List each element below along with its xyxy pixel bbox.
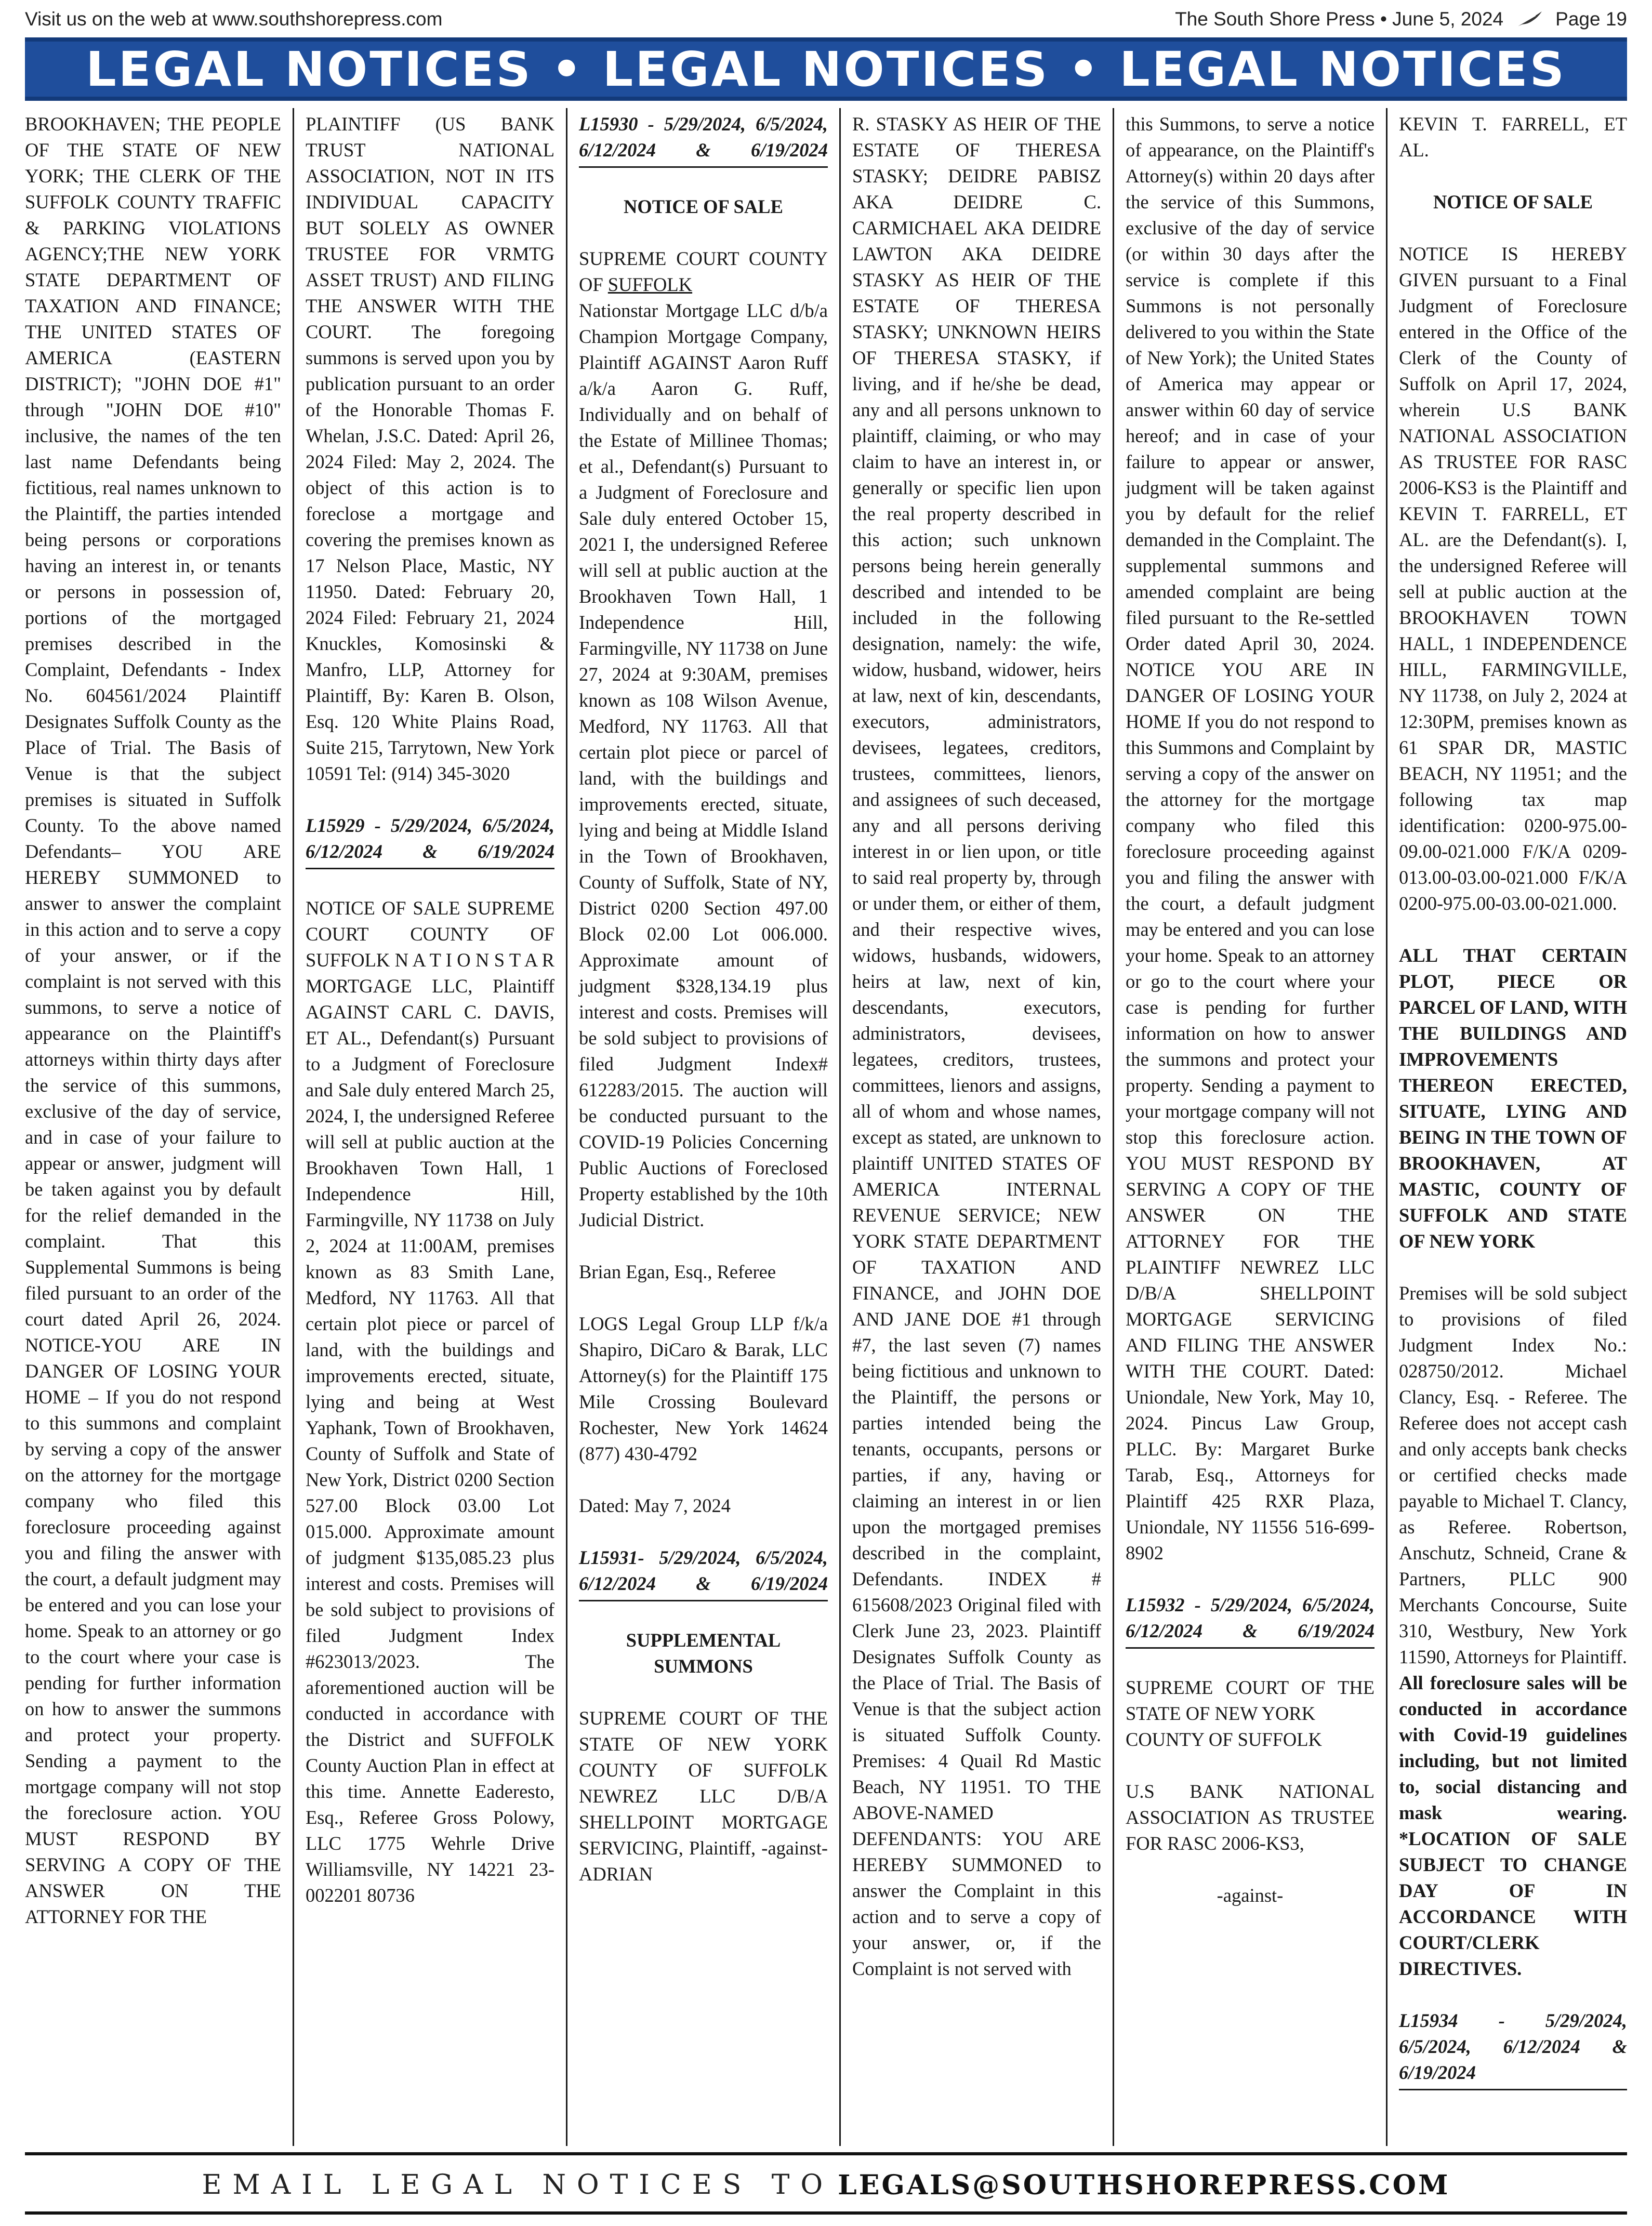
- notice-heading: NOTICE OF SALE: [1433, 191, 1593, 213]
- property-description: ALL THAT CERTAIN PLOT, PIECE OR PARCEL OF LAND, WITH THE BUILDINGS AND IMPROVEMENTS THEREON ERECTED, SITUATE, LYING AND BEING IN THE TOWN OF BROOKHAVEN, AT MASTIC, COUNTY OF SUFFOLK AND STATE OF NEW YORK: [1399, 945, 1627, 1252]
- column-4: [839, 108, 1113, 2146]
- notice-id: L15932 - 5/29/2024, 6/5/2024, 6/12/2024 & 6/19/2024: [1126, 1592, 1375, 1649]
- court-line: [579, 246, 828, 298]
- column-5: [1113, 108, 1386, 2146]
- column-2: [293, 108, 566, 2146]
- notice-id: L15931- 5/29/2024, 6/5/2024, 6/12/2024 & 6/19/2024: [579, 1545, 828, 1601]
- notice-columns: [25, 108, 1627, 2146]
- referee-name: Brian Egan, Esq., Referee: [579, 1261, 776, 1282]
- covid-directive: All foreclosure sales will be conducted in accordance with Covid-19 guidelines including, but not limited to, social distancing and mask wearing. *LOCATION OF SALE SUBJECT TO CHANGE DAY OF IN ACCORDANCE WITH COURT/CLERK DIRECTIVES.: [1399, 1672, 1627, 1979]
- notice-text: NOTICE OF SALE SUPREME COURT COUNTY OF SUFFOLK N A T I O N S T A R MORTGAGE LLC, Plaintiff AGAINST CARL C. DAVIS, ET AL., Defendant(s) Pursuant to a Judgment of Foreclosure and Sale duly entered March 25, 2024, I, the undersigned Referee will sell at public auction at the Brookhaven Town Hall, 1 Independence Hill, Farmingville, NY 11738 on July 2, 2024 at 11:00AM, premises known as 83 Smith Lane, Medford, NY 11763. All that certain plot piece or parcel of land, with the buildings and improvements erected, situate, lying and being at West Yaphank, Town of Brookhaven, County of Suffolk and State of New York, District 0200 Section 527.00 Block 03.00 Lot 015.000. Approximate amount of judgment $135,085.23 plus interest and costs. Premises will be sold subject to provisions of filed Judgment Index #623013/2023. The aforementioned auction will be conducted in accordance with the District and SUFFOLK County Auction Plan in effect at this time. Annette Eaderesto, Esq., Referee Gross Polowy, LLC 1775 Wehrle Drive Williamsville, NY 14221 23-002201 80736: [306, 897, 554, 1906]
- page-number: Page 19: [1555, 8, 1627, 30]
- notice-text: R. STASKY AS HEIR OF THE ESTATE OF THERESA STASKY; DEIDRE PABISZ AKA DEIDRE C. CARMICHAEL AKA DEIDRE LAWTON AKA DEIDRE STASKY AS HEIR OF THE ESTATE OF THERESA STASKY; UNKNOWN HEIRS OF THERESA STASKY, if living, and if he/she be dead, any and all persons unknown to plaintiff, claiming, or who may claim to have an interest in, or generally or specific lien upon the real property described in this action; such unknown persons being herein generally described and intended to be included in the following designation, namely: the wife, widow, husband, widower, heirs at law, next of kin, descendants, executors, administrators, devisees, legatees, creditors, trustees, committees, lienors, and assignees of such deceased, any and all persons deriving interest in or lien upon, or title to said real property by, through or under them, or either of them, and their respective wives, widows, husbands, widowers, heirs at law, next of kin, descendants, executors, administrators, devisees, legatees, creditors, trustees, committees, lienors and assigns, all of whom and whose names, except as stated, are unknown to plaintiff UNITED STATES OF AMERICA INTERNAL REVENUE SERVICE; NEW YORK STATE DEPARTMENT OF TAXATION AND FINANCE, and JOHN DOE AND JANE DOE #1 through #7, the last seven (7) names being fictitious and unknown to the Plaintiff, the persons or parties intended being the tenants, occupants, persons or parties, if any, having or claiming an interest in or lien upon the mortgaged premises described in the complaint, Defendants. INDEX # 615608/2023 Original filed with Clerk June 23, 2023. Plaintiff Designates Suffolk County as the Place of Trial. The Basis of Venue is that the subject action is situated Suffolk County. Premises: 4 Quail Rd Mastic Beach, NY 11951. TO THE ABOVE-NAMED DEFENDANTS: YOU ARE HEREBY SUMMONED to answer the Complaint in this action and to serve a copy of your answer, or, if the Complaint is not served with: [852, 113, 1101, 1979]
- against-line: -against-: [1217, 1885, 1284, 1906]
- footer-label: EMAIL LEGAL NOTICES TO: [202, 2169, 834, 2201]
- notice-text: Nationstar Mortgage LLC d/b/a Champion Mortgage Company, Plaintiff AGAINST Aaron Ruff a/k/a Aaron G. Ruff, Individually and on behalf of the Estate of Millinee Thomas; et al., Defendant(s) Pursuant to a Judgment of Foreclosure and Sale duly entered October 15, 2021 I, the undersigned Referee will sell at public auction at the Brookhaven Town Hall, 1 Independence Hill, Farmingville, NY 11738 on June 27, 2024 at 9:30AM, premises known as 108 Wilson Avenue, Medford, NY 11763. All that certain plot piece or parcel of land, with the buildings and improvements erected, situate, lying and being at Middle Island in the Town of Brookhaven, County of Suffolk, State of NY, District 0200 Section 497.00 Block 02.00 Lot 006.000. Approximate amount of judgment $328,134.19 plus interest and costs. Premises will be sold subject to provisions of filed Judgment Index# 612283/2015. The auction will be conducted pursuant to the COVID-19 Policies Concerning Public Auctions of Foreclosed Property established by the 10th Judicial District.: [579, 300, 828, 1230]
- notice-text: NOTICE IS HEREBY GIVEN pursuant to a Final Judgment of Foreclosure entered in the Office of the Clerk of the County of Suffolk on April 17, 2024, wherein U.S BANK NATIONAL ASSOCIATION AS TRUSTEE FOR RASC 2006-KS3 is the Plaintiff and KEVIN T. FARRELL, ET AL. are the Defendant(s). I, the undersigned Referee will sell at public auction at the BROOKHAVEN TOWN HALL, 1 INDEPENDENCE HILL, FARMINGVILLE, NY 11738, on July 2, 2024 at 12:30PM, premises known as 61 SPAR DR, MASTIC BEACH, NY 11951; and the following tax map identification: 0200-975.00-09.00-021.000 F/K/A 0209-013.00-03.00-021.000 F/K/A 0200-975.00-03.00-021.000.: [1399, 243, 1627, 914]
- court-line: SUPREME COURT OF THE STATE OF NEW YORK: [1126, 1677, 1375, 1724]
- defendant-name: KEVIN T. FARRELL, ET AL.: [1399, 113, 1627, 161]
- column-1: [25, 108, 293, 2146]
- sale-terms: Premises will be sold subject to provisions of filed Judgment Index No.: 028750/2012. Michael Clancy, Esq. - Referee. The Referee does not accept cash and only accepts bank checks or certified checks made payable to Michael T. Clancy, as Referee. Robertson, Anschutz, Schneid, Crane & Partners, PLLC 900 Merchants Concourse, Suite 310, Westbury, New York 11590, Attorneys for Plaintiff.: [1399, 1282, 1627, 1667]
- page-footer: [25, 2162, 1627, 2208]
- notice-heading: SUPPLEMENTAL SUMMONS: [626, 1629, 781, 1677]
- notice-text: [1399, 1280, 1627, 1982]
- notice-text: BROOKHAVEN; THE PEOPLE OF THE STATE OF NEW YORK; THE CLERK OF THE SUFFOLK COUNTY TRAFFIC & PARKING VIOLATIONS AGENCY;THE NEW YORK STATE DEPARTMENT OF TAXATION AND FINANCE; THE UNITED STATES OF AMERICA (EASTERN DISTRICT); "JOHN DOE #1" through "JOHN DOE #10" inclusive, the names of the ten last name Defendants being fictitious, real names unknown to the Plaintiff, the parties intended being persons or corporations having an interest in, or tenants or persons in possession of, portions of the mortgaged premises described in the Complaint, Defendants - Index No. 604561/2024 Plaintiff Designates Suffolk County as the Place of Trial. The Basis of Venue is that the subject premises is situated in Suffolk County. To the above named Defendants– YOU ARE HEREBY SUMMONED to answer to answer the complaint in this action and to serve a copy of your answer, or if the complaint is not served with this summons, to serve a notice of appearance on the Plaintiff's attorneys within thirty days after the service of this summons, exclusive of the day of service, and in case of your failure to appear or answer, judgment will be taken against you by default for the relief demanded in the complaint. That this Supplemental Summons is being filed pursuant to an order of the court dated April 26, 2024. NOTICE-YOU ARE IN DANGER OF LOSING YOUR HOME – If you do not respond to this summons and complaint by serving a copy of the answer on the attorney for the mortgage company who filed this foreclosure proceeding against you and filing the answer with the court, a default judgment may be entered and you can lose your home. Speak to an attorney or go to the court where your case is pending for further information on how to answer the summons and protect your property. Sending a payment to the mortgage company will not stop the foreclosure action. YOU MUST RESPOND BY SERVING A COPY OF THE ANSWER ON THE ATTORNEY FOR THE: [25, 113, 281, 1927]
- court-county: COUNTY OF SUFFOLK: [1126, 1729, 1322, 1750]
- website-text: Visit us on the web at www.southshorepress.com: [25, 8, 443, 30]
- page-header: [25, 3, 1627, 35]
- notice-text: PLAINTIFF (US BANK TRUST NATIONAL ASSOCIATION, NOT IN ITS INDIVIDUAL CAPACITY BUT SOLELY AS OWNER TRUSTEE FOR VRMTG ASSET TRUST) AND FILING THE ANSWER WITH THE COURT. The foregoing summons is served upon you by publication pursuant to an order of the Honorable Thomas F. Whelan, J.S.C. Dated: April 26, 2024 Filed: May 2, 2024. The object of this action is to foreclose a mortgage and covering the premises known as 17 Nelson Place, Mastic, NY 11950. Dated: February 20, 2024 Filed: February 21, 2024 Knuckles, Komosinski & Manfro, LLP, Attorney for Plaintiff, By: Karen B. Olson, Esq. 120 White Plains Road, Suite 215, Tarrytown, New York 10591 Tel: (914) 345-3020: [306, 113, 554, 784]
- footer-rule: [25, 2211, 1627, 2215]
- attorney-block: LOGS Legal Group LLP f/k/a Shapiro, DiCaro & Barak, LLC Attorney(s) for the Plaintiff 175 Mile Crossing Boulevard Rochester, New York 14624 (877) 430-4792: [579, 1313, 828, 1464]
- column-3: [566, 108, 839, 2146]
- notice-heading: NOTICE OF SALE: [624, 196, 783, 217]
- plaintiff-name: U.S BANK NATIONAL ASSOCIATION AS TRUSTEE FOR RASC 2006-KS3,: [1126, 1781, 1375, 1854]
- notice-text: SUPREME COURT OF THE STATE OF NEW YORK COUNTY OF SUFFOLK NEWREZ LLC D/B/A SHELLPOINT MORTGAGE SERVICING, Plaintiff, -against- ADRIAN: [579, 1707, 828, 1885]
- banner-title: LEGAL NOTICES • LEGAL NOTICES • LEGAL NOTICES: [86, 41, 1566, 97]
- column-6: [1386, 108, 1627, 2146]
- footer-email-link[interactable]: LEGALS@SOUTHSHOREPRESS.COM: [838, 2169, 1450, 2201]
- notice-id: L15934 - 5/29/2024, 6/5/2024, 6/12/2024 & 6/19/2024: [1399, 2008, 1627, 2090]
- header-right: [1175, 8, 1627, 30]
- footer-rule: [25, 2152, 1627, 2155]
- notice-id: L15929 - 5/29/2024, 6/5/2024, 6/12/2024 & 6/19/2024: [306, 813, 554, 869]
- feather-icon: [1515, 10, 1544, 28]
- publication-date: The South Shore Press • June 5, 2024: [1175, 8, 1504, 30]
- notice-id: L15930 - 5/29/2024, 6/5/2024, 6/12/2024 & 6/19/2024: [579, 111, 828, 168]
- dated-line: Dated: May 7, 2024: [579, 1495, 731, 1516]
- court-text: SUPREME COURT COUNTY OF: [579, 248, 828, 295]
- notice-text: this Summons, to serve a notice of appearance, on the Plaintiff's Attorney(s) within 20 days after the service of this Summons, exclusive of the day of service (or within 30 days after the service is complete if this Summons is not personally delivered to you within the State of New York); the United States of America may appear or answer within 60 day of service hereof; and in case of your failure to appear or answer, judgment will be taken against you by default for the relief demanded in the Complaint. The supplemental summons and amended complaint are being filed pursuant to the Re-settled Order dated April 30, 2024. NOTICE YOU ARE IN DANGER OF LOSING YOUR HOME If you do not respond to this Summons and Complaint by serving a copy of the answer on the attorney for the mortgage company who filed this foreclosure proceeding against you and filing the answer with the court, a default judgment may be entered and you can lose your home. Speak to an attorney or go to the court where your case is pending for further information on how to answer the summons and protect your property. Sending a payment to your mortgage company will not stop this foreclosure action. YOU MUST RESPOND BY SERVING A COPY OF THE ANSWER ON THE ATTORNEY FOR THE PLAINTIFF NEWREZ LLC D/B/A SHELLPOINT MORTGAGE SERVICING AND FILING THE ANSWER WITH THE COURT. Dated: Uniondale, New York, May 10, 2024. Pincus Law Group, PLLC. By: Margaret Burke Tarab, Esq., Attorneys for Plaintiff 425 RXR Plaza, Uniondale, NY 11556 516-699-8902: [1126, 113, 1375, 1564]
- court-county: SUFFOLK: [607, 274, 693, 295]
- legal-notices-banner: [25, 37, 1627, 101]
